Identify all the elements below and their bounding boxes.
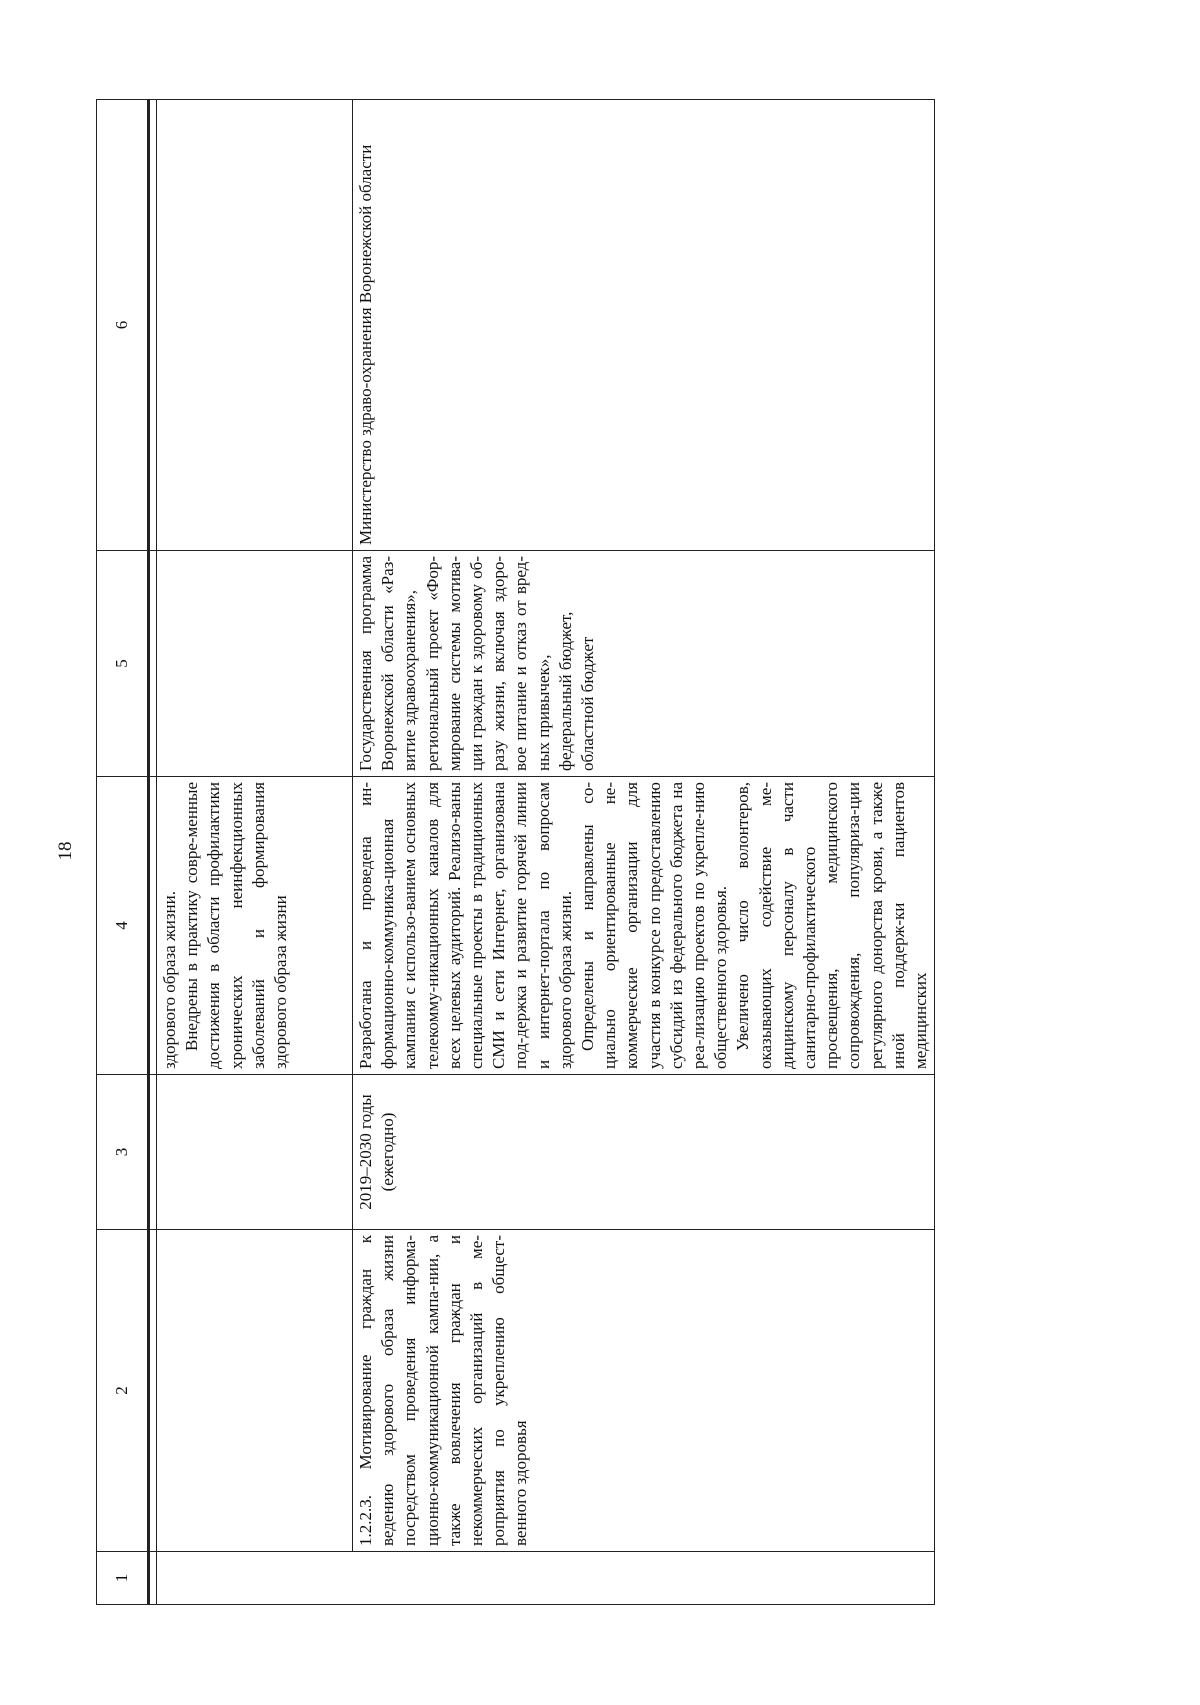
page-number: 18 xyxy=(55,841,76,861)
cell xyxy=(157,1230,353,1552)
responsible-cell: Министерство здраво-охранения Воронежской области xyxy=(353,100,935,551)
measures-table xyxy=(96,99,935,1605)
continuation-row xyxy=(157,100,353,1605)
funding-paragraph: Государственная программа Воронежской области «Раз-витие здравоохранения», xyxy=(356,556,420,771)
header-separator xyxy=(149,100,157,1605)
cell xyxy=(157,1075,353,1230)
column-number: 1 xyxy=(97,1552,149,1605)
measure-name-cell: 1.2.2.3. Мотивирование граждан к ведению здорового образа жизни посредством проведения информа-ционно-коммуникационной кампа-нии, а также вовлечения граждан и некоммерческих организаций в ме-роприятия по укреплению общест-венного здоровья xyxy=(353,1230,935,1552)
result-text: здорового образа жизни. xyxy=(160,891,179,1069)
result-paragraph: Разработана и проведена ин-формационно-коммуника-ционная кампания с использо-ванием основных телекомму-никационных каналов для всех целевых аудиторий. Реализо-ваны специальные проекты в традиционных СМИ и сети Интернет, организована под-держка и развитие горячей линии и интернет-портала по вопросам здорового образа жизни. xyxy=(356,782,575,1069)
column-number-row xyxy=(97,100,149,1605)
rotated-table-container xyxy=(96,100,1136,1605)
measure-row xyxy=(353,100,935,1605)
funding-paragraph: областной бюджет xyxy=(578,636,598,771)
column-number: 5 xyxy=(97,551,149,777)
funding-paragraph: федеральный бюджет, xyxy=(555,611,575,771)
funding-paragraph: региональный проект «Фор-мирование системы мотива-ции граждан к здоровому об-разу жизни, включая здоро-вое питание и отказ от вред-ных привычек», xyxy=(422,556,553,771)
column-number: 6 xyxy=(97,100,149,551)
column-number: 3 xyxy=(97,1075,149,1230)
result-cell-continued xyxy=(157,777,353,1075)
cell xyxy=(157,1552,935,1605)
period-cell: 2019–2030 годы (ежегодно) xyxy=(353,1075,935,1230)
cell xyxy=(157,100,353,551)
cell xyxy=(157,551,353,777)
result-text: Внедрены в практику совре-менные достижения в области профилактики хронических неинфекционных заболеваний и формирования здорового образа жизни xyxy=(182,782,291,1069)
funding-source-cell xyxy=(353,551,935,777)
column-number: 4 xyxy=(97,777,149,1075)
results-cell xyxy=(353,777,935,1075)
result-paragraph: Определены и направлены со-циально ориентированные не-коммерческие организации для участия в конкурсе по предоставлению субсидий из федерального бюджета на реа-лизацию проектов по укрепле-нию общественного здоровья. xyxy=(578,782,731,1069)
column-number: 2 xyxy=(97,1230,149,1552)
result-paragraph: Увеличено число волонтеров, оказывающих содействие ме-дицинскому персоналу в части санитарно-профилактического просвещения, медицинского сопровождения, популяриза-ции регулярного донорства крови, а также иной поддерж-ки пациентов медицинских xyxy=(733,782,931,1069)
